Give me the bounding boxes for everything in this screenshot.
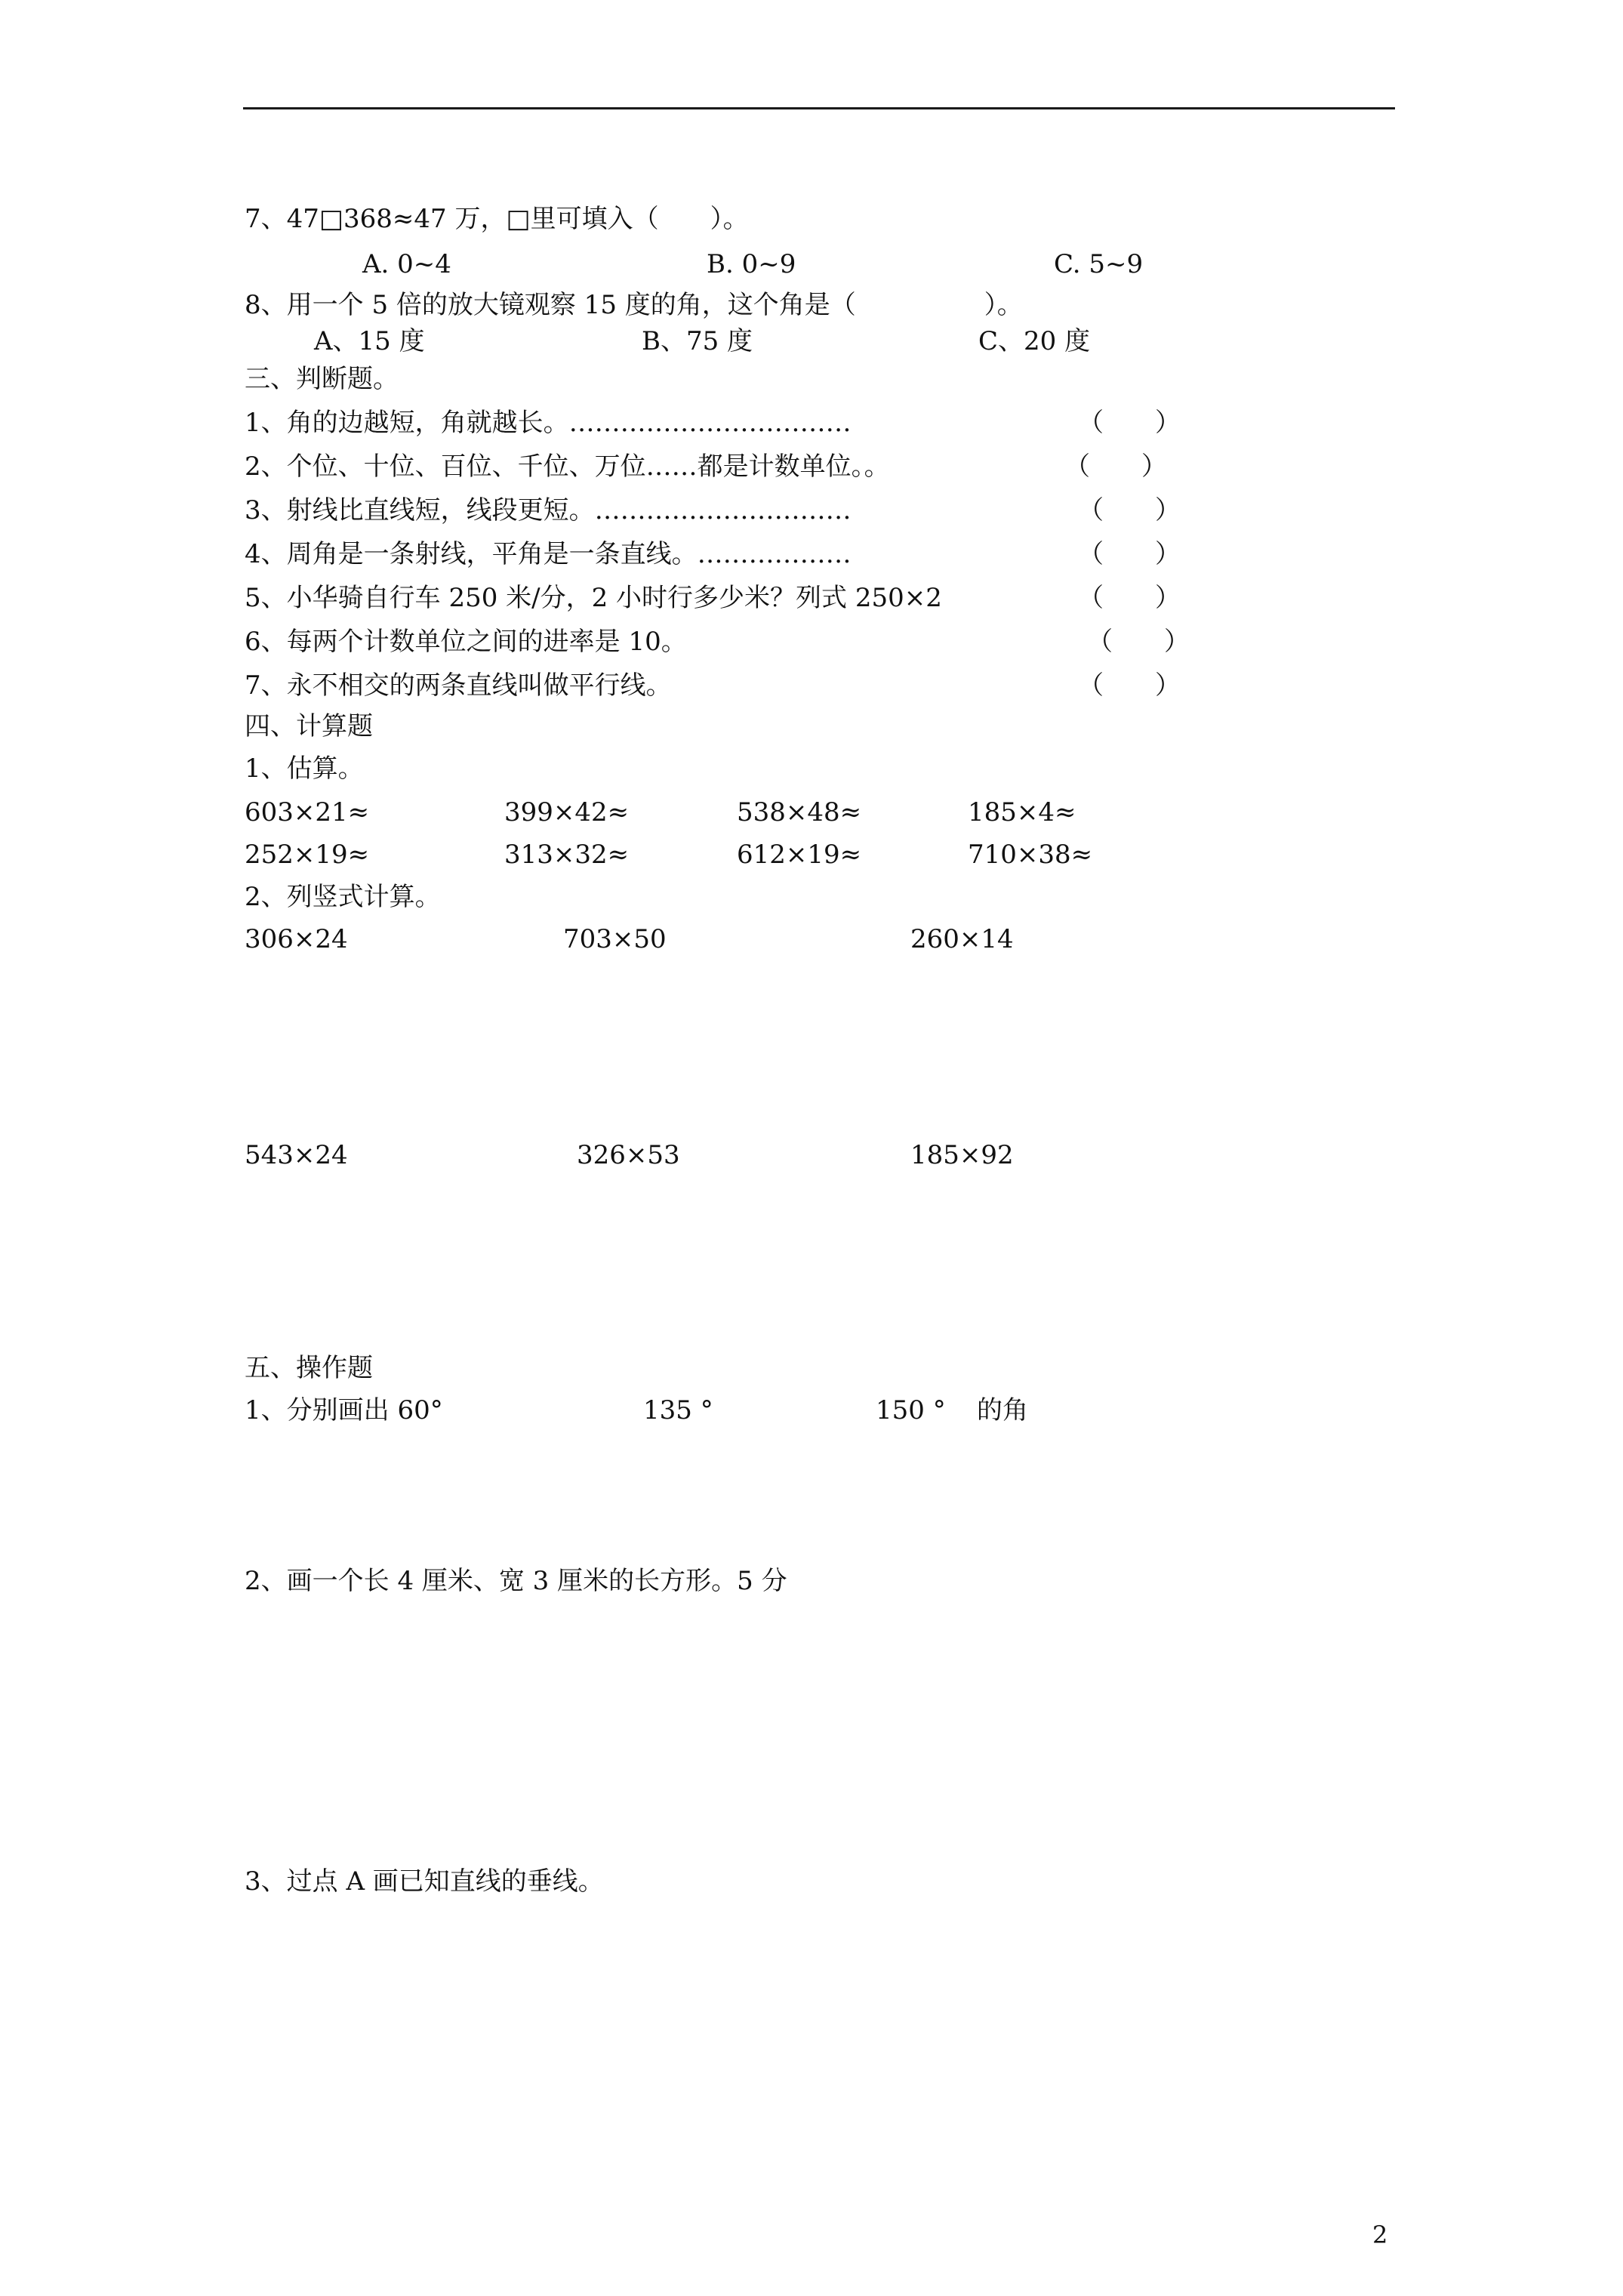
estimate-item: 399×42≈ <box>504 797 630 827</box>
judge-paren-4: （ ） <box>1078 539 1181 569</box>
estimate-item: 313×32≈ <box>504 840 630 870</box>
section5-title: 五、操作题 <box>245 1353 373 1383</box>
judge-paren-1: （ ） <box>1078 408 1181 438</box>
q8-option-c: C、20 度 <box>978 326 1091 356</box>
estimate-item: 185×4≈ <box>968 797 1076 827</box>
vertical-calc-item: 326×53 <box>577 1140 680 1170</box>
estimate-title: 1、估算。 <box>245 754 364 784</box>
operation-1-suffix: 的角 <box>977 1395 1028 1425</box>
q7-option-a: A. 0~4 <box>362 249 451 279</box>
estimate-item: 612×19≈ <box>737 840 862 870</box>
page-number: 2 <box>1372 2220 1388 2249</box>
judge-item-2: 2、个位、十位、百位、千位、万位……都是计数单位。。 <box>245 451 890 482</box>
judge-paren-2: （ ） <box>1064 451 1167 482</box>
judge-item-3: 3、射线比直线短，线段更短。………………………… <box>245 495 852 525</box>
operation-1-angle-135: 135 ° <box>643 1395 713 1425</box>
judge-paren-3: （ ） <box>1078 495 1181 525</box>
vertical-calc-item: 703×50 <box>563 924 667 954</box>
estimate-item: 538×48≈ <box>737 797 862 827</box>
q7-option-b: B. 0~9 <box>707 249 796 279</box>
estimate-item: 252×19≈ <box>245 840 370 870</box>
vertical-calc-item: 260×14 <box>910 924 1014 954</box>
judge-paren-6: （ ） <box>1087 627 1190 657</box>
vertical-calc-item: 306×24 <box>245 924 348 954</box>
vertical-calc-item: 185×92 <box>910 1140 1014 1170</box>
judge-item-4: 4、周角是一条射线，平角是一条直线。……………… <box>245 539 852 569</box>
q7-stem: 7、47□368≈47 万，□里可填入（ ）。 <box>245 204 749 234</box>
q8-option-a: A、15 度 <box>314 326 425 356</box>
judge-item-7: 7、永不相交的两条直线叫做平行线。 <box>245 670 672 701</box>
q8-stem: 8、用一个 5 倍的放大镜观察 15 度的角，这个角是（ ）。 <box>245 290 1023 320</box>
estimate-item: 603×21≈ <box>245 797 370 827</box>
operation-1-angle-150: 150 ° <box>876 1395 946 1425</box>
operation-3: 3、过点 A 画已知直线的垂线。 <box>245 1866 604 1897</box>
header-rule <box>243 107 1395 109</box>
judge-item-5: 5、小华骑自行车 250 米/分，2 小时行多少米？列式 250×2 <box>245 583 942 613</box>
q8-option-b: B、75 度 <box>642 326 753 356</box>
section3-title: 三、判断题。 <box>245 364 399 394</box>
judge-item-6: 6、每两个计数单位之间的进率是 10。 <box>245 627 687 657</box>
operation-2: 2、画一个长 4 厘米、宽 3 厘米的长方形。5 分 <box>245 1566 787 1596</box>
q7-option-c: C. 5~9 <box>1054 249 1144 279</box>
estimate-item: 710×38≈ <box>968 840 1093 870</box>
section4-title: 四、计算题 <box>245 711 373 741</box>
judge-paren-7: （ ） <box>1078 670 1181 701</box>
judge-paren-5: （ ） <box>1078 583 1181 613</box>
vertical-calc-item: 543×24 <box>245 1140 348 1170</box>
operation-1-label: 1、分别画出 60° <box>245 1395 443 1425</box>
vertical-calc-title: 2、列竖式计算。 <box>245 882 441 912</box>
judge-item-1: 1、角的边越短，角就越长。…………………………… <box>245 408 852 438</box>
